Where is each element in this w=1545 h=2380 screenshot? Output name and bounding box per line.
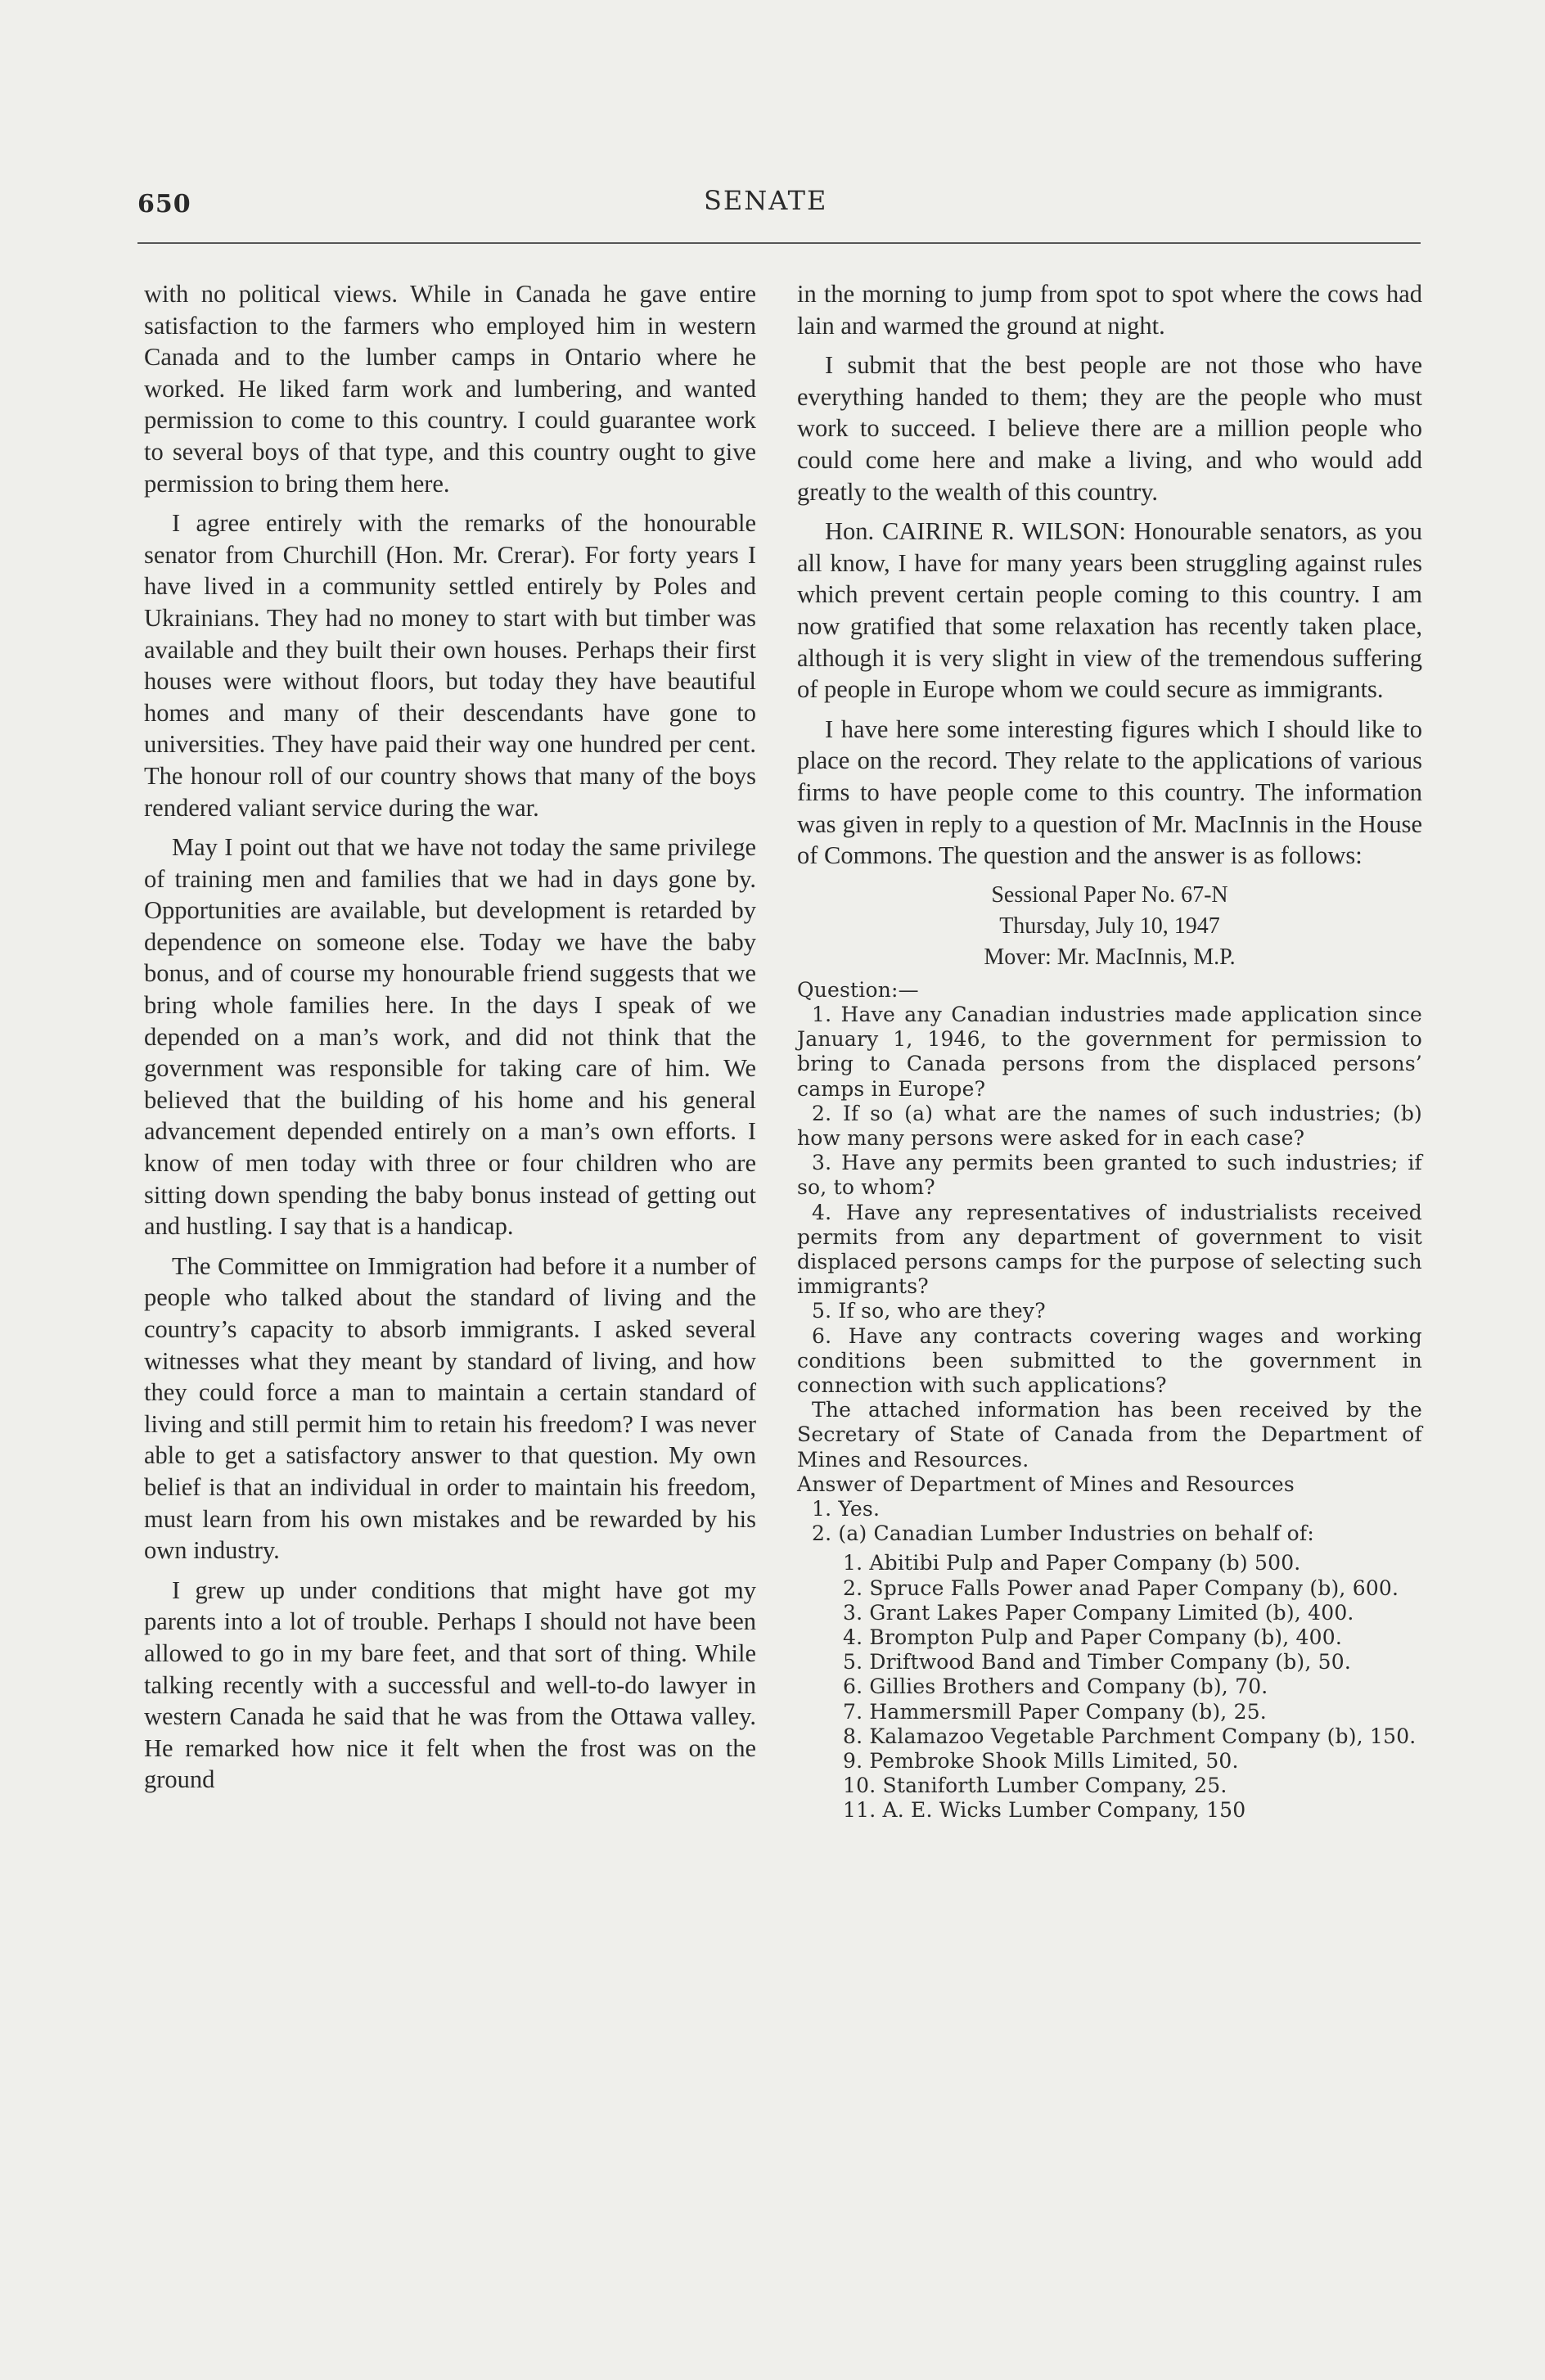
- paragraph: The Committee on Immigration had before it a number of people who talked about the standard of living and the country’s capacity to absorb immigrants. I asked several witnesses what they meant by standard of living, and how they could force a man to maintain a certain standard of living and still permit him to retain his freedom? I was never able to get a satisfactory answer to that question. My own belief is that an individual in order to maintain his freedom, must learn from his own mistakes and be rewarded by his own industry.: [144, 1251, 756, 1565]
- running-header: SENATE: [704, 185, 828, 216]
- paragraph: May I point out that we have not today the same privilege of training men and families that we had in days gone by. Opportunities are available, but development is retarded by dependence on someone else. Today we have the baby bonus, and of course my honourable friend suggests that we bring whole families here. In the days I speak of we depended on a man’s work, and did not think that the government was responsible for taking care of him. We believed that the building of his home and his general advancement depended entirely on a man’s own efforts. I know of men today with three or four children who are sitting down spending the baby bonus instead of getting out and hustling. I say that is a handicap.: [144, 833, 756, 1241]
- right-column: [797, 278, 1422, 1823]
- company-item: 10. Staniforth Lumber Company, 25.: [843, 1774, 1227, 1798]
- company-item: 2. Spruce Falls Power anad Paper Company (b), 600.: [843, 1575, 1399, 1600]
- paragraph: with no political views. While in Canada he gave entire satisfaction to the farmers who employed him in western Canada and to the lumber camps in Ontario where he worked. He liked farm work and lumbering, and wanted permission to come to this country. I could guarantee work to several boys of that type, and this country ought to give permission to bring them here.: [144, 280, 756, 498]
- question-item: 6. Have any contracts covering wages and working conditions been submitted to the government in connection with such applications?: [797, 1323, 1422, 1397]
- question-label: Question:—: [797, 977, 919, 1002]
- company-item: 11. A. E. Wicks Lumber Company, 150: [843, 1798, 1246, 1823]
- company-item: 4. Brompton Pulp and Paper Company (b), 400.: [843, 1625, 1342, 1649]
- answer-item: 1. Yes.: [812, 1496, 881, 1521]
- question-item: 3. Have any permits been granted to such industries; if so, to whom?: [797, 1151, 1422, 1200]
- header-rule: [137, 242, 1421, 244]
- question-item: The attached information has been received by the Secretary of State of Canada from the Department of Mines and Resources.: [797, 1398, 1422, 1472]
- left-column: [144, 278, 756, 1804]
- company-item: 9. Pembroke Shook Mills Limited, 50.: [843, 1748, 1239, 1773]
- company-item: 5. Driftwood Band and Timber Company (b), 50.: [843, 1650, 1352, 1675]
- company-item: 3. Grant Lakes Paper Company Limited (b), 400.: [843, 1600, 1354, 1625]
- paragraph: in the morning to jump from spot to spot where the cows had lain and warmed the ground at night.: [797, 280, 1422, 340]
- sessional-paper-heading: [797, 880, 1422, 973]
- question-item: 4. Have any representatives of industrialists received permits from any department of government to visit displaced persons camps for the purpose of selecting such immigrants?: [797, 1200, 1422, 1299]
- sessional-paper-date: Thursday, July 10, 1947: [999, 913, 1220, 939]
- question-item: 1. Have any Canadian industries made application since January 1, 1946, to the government for permission to bring to Canada persons from the displaced persons’ camps in Europe?: [797, 1002, 1422, 1101]
- paragraph: I submit that the best people are not those who have everything handed to them; they are the people who must work to succeed. I believe there are a million people who could come here and make a living, and who would add greatly to the wealth of this country.: [797, 351, 1422, 506]
- paragraph: I agree entirely with the remarks of the honourable senator from Churchill (Hon. Mr. Crerar). For forty years I have lived in a community settled entirely by Poles and Ukrainians. They had no money to start with but timber was available and they built their own houses. Perhaps their first houses were without floors, but today they have beautiful homes and many of their descendants have gone to universities. They have paid their way one hundred per cent. The honour roll of our country shows that many of the boys rendered valiant service during the war.: [144, 509, 756, 822]
- answer-item: 2. (a) Canadian Lumber Industries on behalf of:: [812, 1521, 1314, 1546]
- paragraph: Hon. CAIRINE R. WILSON: Honourable senators, as you all know, I have for many years been struggling against rules which prevent certain people coming to this country. I am now gratified that some relaxation has recently taken place, although it is very slight in view of the tremendous suffering of people in Europe whom we could secure as immigrants.: [797, 517, 1422, 704]
- company-item: 1. Abitibi Pulp and Paper Company (b) 500.: [843, 1551, 1301, 1575]
- sessional-paper-mover: Mover: Mr. MacInnis, M.P.: [984, 944, 1236, 970]
- company-item: 7. Hammersmill Paper Company (b), 25.: [843, 1699, 1267, 1724]
- company-list: [797, 1551, 1422, 1823]
- company-item: 8. Kalamazoo Vegetable Parchment Company (b), 150.: [843, 1724, 1417, 1748]
- company-item: 6. Gillies Brothers and Company (b), 70.: [843, 1675, 1268, 1699]
- sessional-paper-number: Sessional Paper No. 67-N: [991, 881, 1228, 908]
- question-block: [797, 978, 1422, 1823]
- question-item: 2. If so (a) what are the names of such industries; (b) how many persons were asked for in each case?: [797, 1101, 1422, 1150]
- paragraph: I grew up under conditions that might have got my parents into a lot of trouble. Perhaps I should not have been allowed to go in my bare feet, and that sort of thing. While talking recently with a successful and well-to-do lawyer in western Canada he said that he was from the Ottawa valley. He remarked how nice it felt when the frost was on the ground: [144, 1575, 756, 1794]
- page-number: 650: [137, 190, 191, 219]
- question-item: 5. If so, who are they?: [812, 1299, 1046, 1323]
- paragraph: I have here some interesting figures which I should like to place on the record. They relate to the applications of various firms to have people come to this country. The information was given in reply to a question of Mr. MacInnis in the House of Commons. The question and the answer is as follows:: [797, 714, 1422, 870]
- answer-label: Answer of Department of Mines and Resources: [797, 1472, 1295, 1496]
